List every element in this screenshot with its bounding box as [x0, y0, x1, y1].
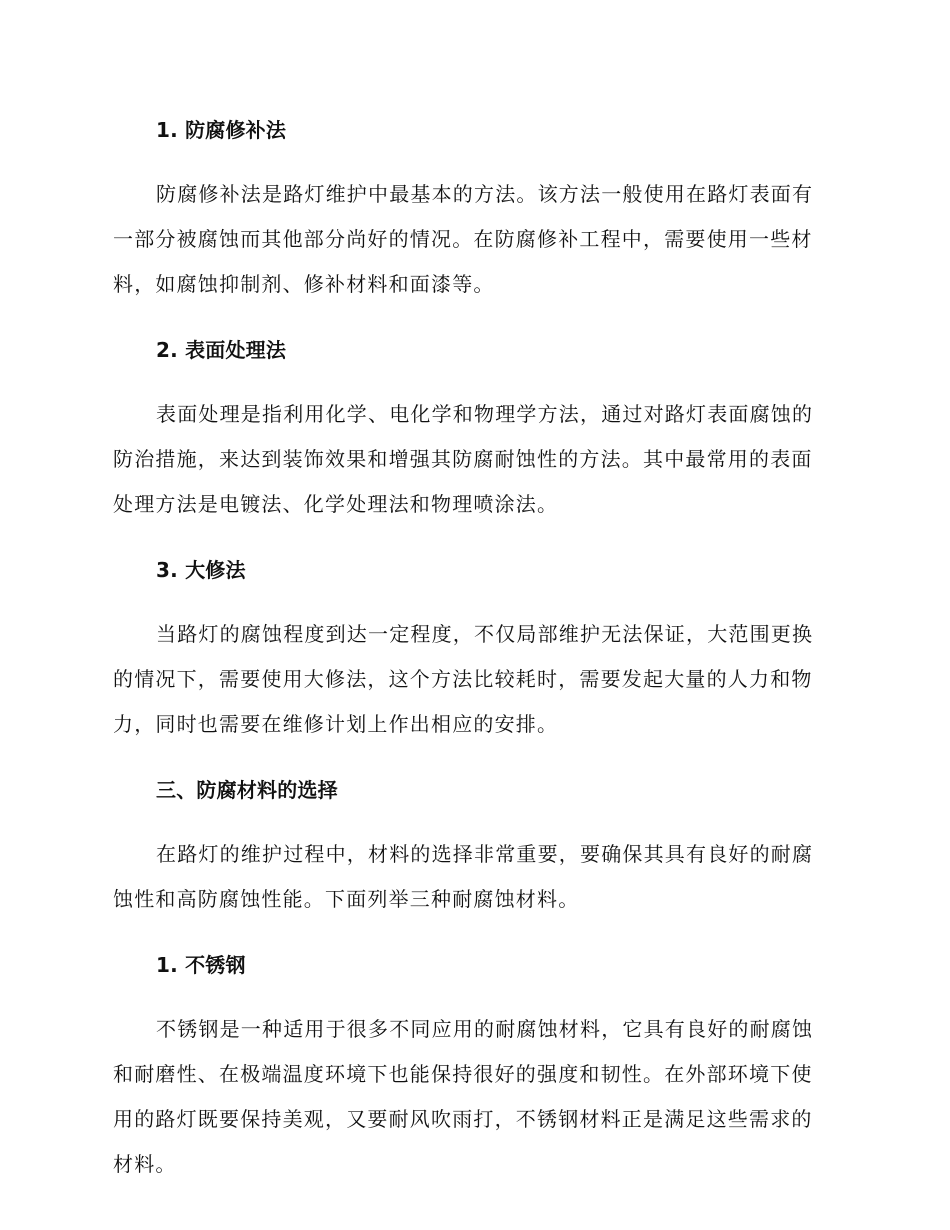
document-body	[113, 108, 833, 1208]
paragraph-line: 处理方法是电镀法、化学处理法和物理喷涂法。	[113, 492, 559, 516]
section-stainless-steel	[113, 943, 833, 1187]
section-paragraph	[113, 172, 833, 307]
section-anticorrosion-repair	[113, 108, 833, 307]
section-paragraph	[113, 832, 833, 922]
section-major-repair	[113, 548, 833, 747]
section-paragraph	[113, 612, 833, 747]
paragraph-line: 和耐磨性、在极端温度环境下也能保持很好的强度和韧性。在外部环境下使	[113, 1062, 813, 1086]
paragraph-line: 在路灯的维护过程中，材料的选择非常重要，要确保其具有良好的耐腐	[156, 842, 814, 866]
section-surface-treatment	[113, 328, 833, 527]
paragraph-line: 表面处理是指利用化学、电化学和物理学方法，通过对路灯表面腐蚀的	[156, 402, 814, 426]
section-heading: 三、防腐材料的选择	[156, 778, 338, 802]
section-heading: 1. 不锈钢	[156, 953, 246, 977]
section-heading: 3. 大修法	[156, 558, 246, 582]
paragraph-line: 防腐修补法是路灯维护中最基本的方法。该方法一般使用在路灯表面有	[156, 182, 814, 206]
paragraph-line: 料，如腐蚀抑制剂、修补材料和面漆等。	[113, 272, 495, 296]
section-paragraph	[113, 392, 833, 527]
section-paragraph	[113, 1007, 833, 1187]
paragraph-line: 材料。	[113, 1152, 177, 1176]
section-heading: 2. 表面处理法	[156, 338, 287, 362]
paragraph-line: 当路灯的腐蚀程度到达一定程度，不仅局部维护无法保证，大范围更换	[156, 622, 814, 646]
paragraph-line: 防治措施，来达到装饰效果和增强其防腐耐蚀性的方法。其中最常用的表面	[113, 447, 813, 471]
paragraph-line: 蚀性和高防腐蚀性能。下面列举三种耐腐蚀材料。	[113, 887, 580, 911]
paragraph-line: 不锈钢是一种适用于很多不同应用的耐腐蚀材料，它具有良好的耐腐蚀	[156, 1017, 814, 1041]
section-material-selection	[113, 768, 833, 922]
paragraph-line: 的情况下，需要使用大修法，这个方法比较耗时，需要发起大量的人力和物	[113, 667, 813, 691]
paragraph-line: 一部分被腐蚀而其他部分尚好的情况。在防腐修补工程中，需要使用一些材	[113, 227, 813, 251]
paragraph-line: 用的路灯既要保持美观，又要耐风吹雨打，不锈钢材料正是满足这些需求的	[113, 1107, 813, 1131]
section-heading: 1. 防腐修补法	[156, 118, 287, 142]
paragraph-line: 力，同时也需要在维修计划上作出相应的安排。	[113, 712, 559, 736]
